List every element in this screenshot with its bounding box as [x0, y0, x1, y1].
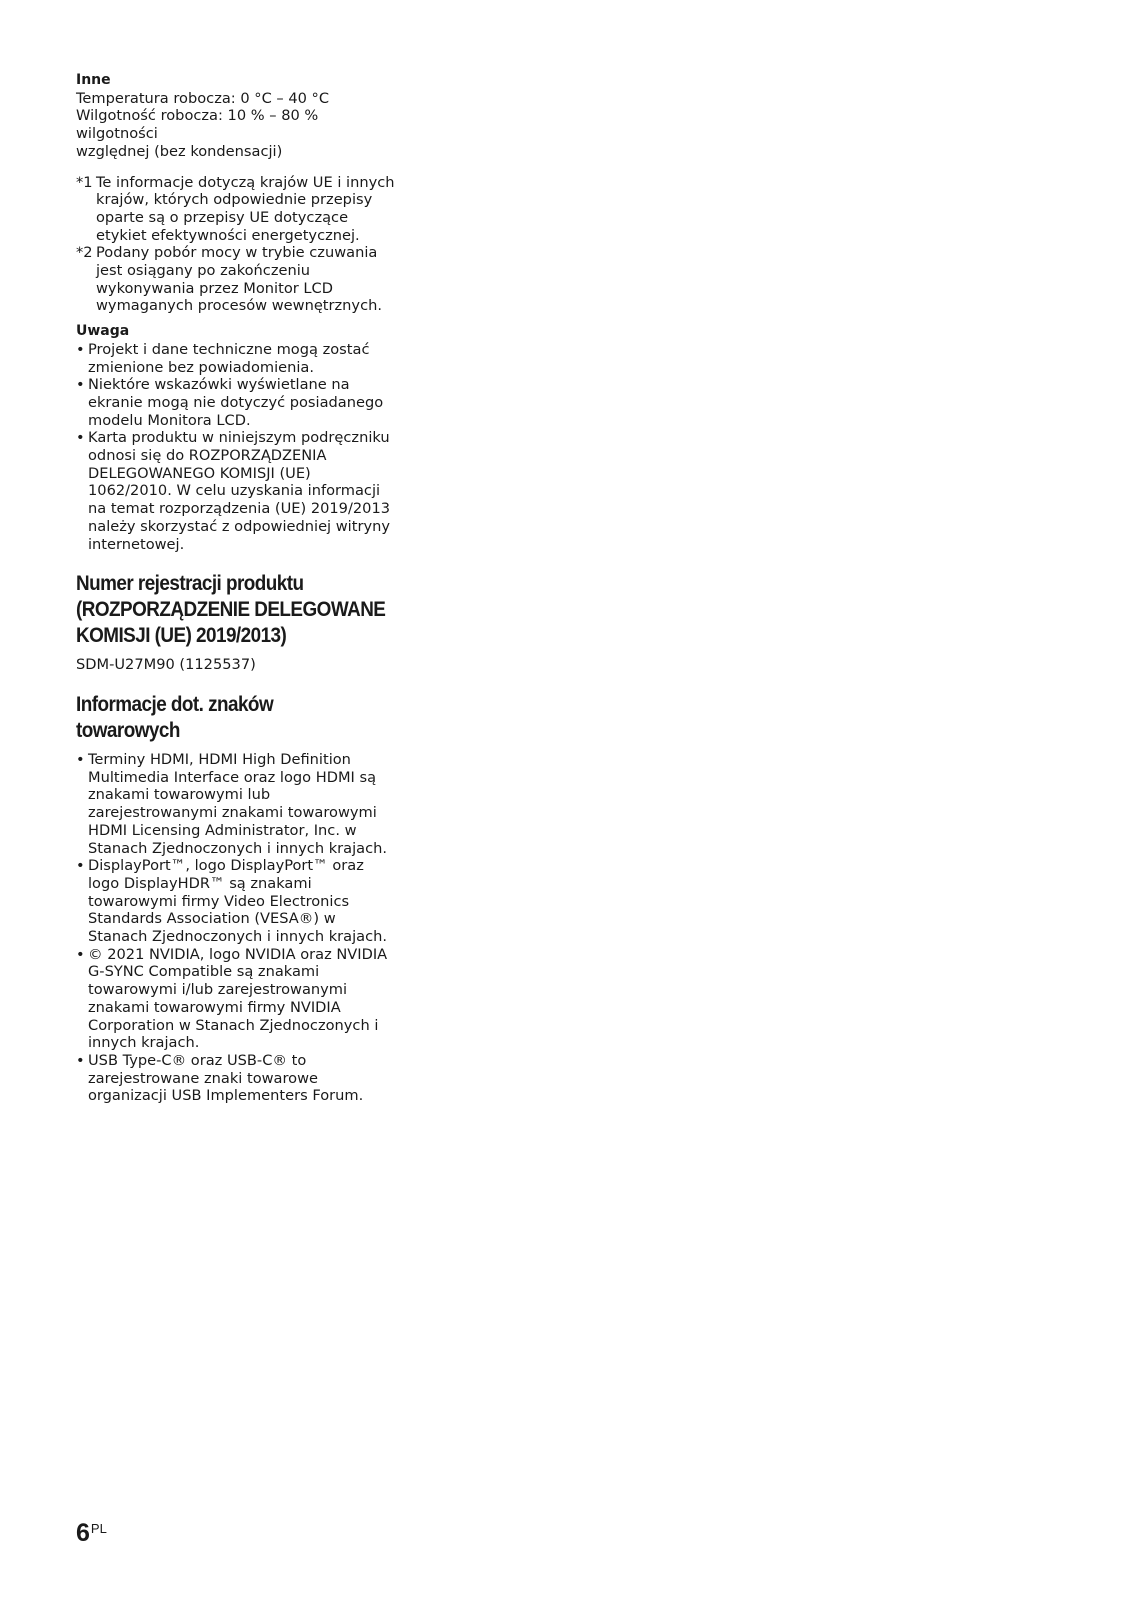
trademark-item: • USB Type-C® oraz USB-C® to zarejestrowane znaki towarowe organizacji USB Implementers Forum.	[76, 1051, 364, 1105]
other-heading: Inne	[76, 72, 111, 88]
bullet-icon: •	[76, 750, 85, 768]
operating-humidity-cont: względnej (bez kondensacji)	[76, 142, 283, 160]
bullet-icon: •	[76, 376, 85, 394]
page-language-code: PL	[90, 1521, 107, 1536]
page-number	[76, 1519, 107, 1548]
bullet-icon: •	[76, 340, 85, 358]
trademarks-list	[76, 751, 396, 1105]
trademark-item: • DisplayPort™, logo DisplayPort™ oraz logo DisplayHDR™ są znakami towarowymi firmy Video Electronics Standards Association (VESA®) w Stanach Zjednoczonych i innych krajach.	[76, 857, 388, 946]
note-item: • Projekt i dane techniczne mogą zostać zmienione bez powiadomienia.	[76, 340, 370, 376]
footnote-text: Podany pobór mocy w trybie czuwania jest osiągany po zakończeniu wykonywania przez Monitor LCD wymaganych procesów wewnętrznych.	[96, 244, 382, 315]
registration-heading: Numer rejestracji produktu (ROZPORZĄDZENIE DELEGOWANE KOMISJI (UE) 2019/2013)	[76, 572, 386, 648]
note-list	[76, 341, 396, 553]
note-heading: Uwaga	[76, 323, 130, 340]
note-item: • Niektóre wskazówki wyświetlane na ekranie mogą nie dotyczyć posiadanego modelu Monitora LCD.	[76, 376, 384, 429]
bullet-icon: •	[76, 945, 85, 963]
operating-humidity: Wilgotność robocza: 10 % – 80 % wilgotności	[76, 107, 319, 143]
footnote-mark: *1	[76, 173, 93, 191]
trademark-item: • © 2021 NVIDIA, logo NVIDIA oraz NVIDIA G-SYNC Compatible są znakami towarowymi i/lub zarejestrowanymi znakami towarowymi firmy NVIDIA Corporation w Stanach Zjednoczonych i innych krajach.	[76, 945, 388, 1052]
page-number-value: 6	[76, 1519, 90, 1547]
text-column	[76, 72, 396, 1105]
trademarks-heading: Informacje dot. znaków towarowych	[76, 692, 274, 742]
registration-number: SDM-U27M90 (1125537)	[76, 656, 256, 674]
trademark-item: • Terminy HDMI, HDMI High Definition Multimedia Interface oraz logo HDMI są znakami towarowymi lub zarejestrowanymi znakami towarowymi HDMI Licensing Administrator, Inc. w Stanach Zjednoczonych i innych krajach.	[76, 750, 388, 857]
bullet-icon: •	[76, 857, 85, 875]
bullet-icon: •	[76, 429, 85, 447]
footnote-1	[76, 174, 396, 245]
footnote-list	[76, 174, 396, 316]
note-item: • Karta produktu w niniejszym podręczniku odnosi się do ROZPORZĄDZENIA DELEGOWANEGO KOMISJI (UE) 1062/2010. W celu uzyskania informacji na temat rozporządzenia (UE) 2019/2013 należy skorzystać z odpowiedniej witryny internetowej.	[76, 429, 391, 553]
footnote-2	[76, 244, 396, 315]
footnote-text: Te informacje dotyczą krajów UE i innych krajów, których odpowiednie przepisy oparte są o przepisy UE dotyczące etykiet efektywności energetycznej.	[96, 173, 395, 244]
operating-temperature: Temperatura robocza: 0 °C – 40 °C	[76, 89, 330, 107]
bullet-icon: •	[76, 1051, 85, 1069]
footnote-mark: *2	[76, 244, 93, 262]
